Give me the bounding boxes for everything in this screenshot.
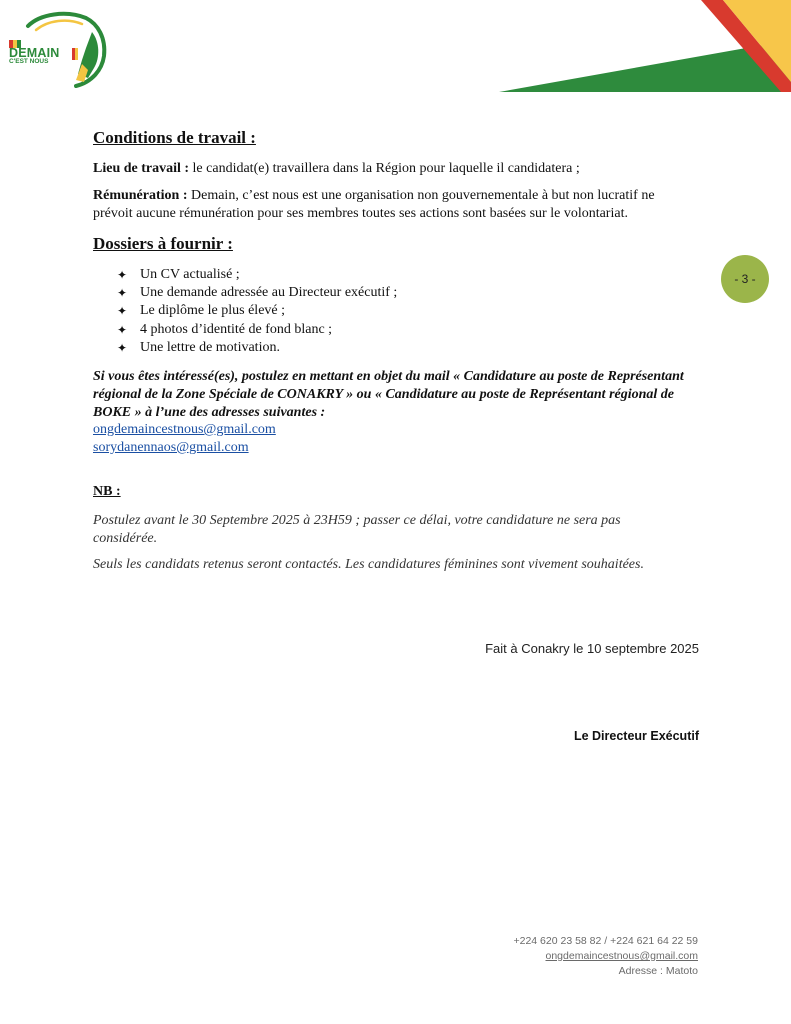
footer-address: Adresse : Matoto: [618, 965, 698, 977]
application-line1: Si vous êtes intéressé(es), postulez en mettant en objet du mail « Candidature au poste de Représentant: [93, 369, 684, 384]
list-item: ✦ Un CV actualisé ;: [140, 266, 540, 284]
star-bullet-icon: ✦: [117, 304, 128, 319]
email-link-sorydanennaos[interactable]: sorydanennaos@gmail.com: [93, 440, 249, 455]
application-line2: régional de la Zone Spéciale de CONAKRY » ou « Candidature au poste de Représentant régional de: [93, 387, 675, 402]
list-item: ✦ 4 photos d’identité de fond blanc ;: [140, 321, 540, 339]
footer-email-link[interactable]: ongdemaincestnous@gmail.com: [545, 950, 698, 962]
lieu-text: le candidat(e) travaillera dans la Région pour laquelle il candidatera ;: [189, 161, 580, 176]
dossiers-list: [117, 266, 540, 357]
place-and-date: Fait à Conakry le 10 septembre 2025: [485, 641, 699, 656]
header-corner-decoration: [491, 0, 791, 92]
signatory-title: Le Directeur Exécutif: [573, 729, 699, 743]
star-bullet-icon: ✦: [117, 268, 128, 282]
star-bullet-icon: ✦: [117, 340, 128, 355]
section-title-dossiers: Dossiers à fournir :: [93, 234, 233, 253]
list-item: ✦ Le diplôme le plus élevé ;: [140, 302, 540, 320]
footer-phones: +224 620 23 58 82 / +224 621 64 22 59: [513, 935, 698, 947]
nb-selection-note: Seuls les candidats retenus seront contactés. Les candidatures féminines sont vivement souhaitées.: [93, 557, 644, 572]
nb-line2: considérée.: [93, 531, 158, 546]
list-item: ✦ Une lettre de motivation.: [140, 339, 540, 357]
lieu-label: Lieu de travail :: [93, 161, 190, 176]
remuneration-label: Rémunération :: [93, 188, 188, 203]
application-instructions: [93, 368, 733, 422]
logo-text-demain: DEMAIN: [9, 46, 60, 60]
application-line3: BOKE » à l’une des adresses suivantes :: [93, 405, 326, 420]
list-item: ✦ Une demande adressée au Directeur exécutif ;: [140, 284, 540, 302]
star-bullet-icon: ✦: [117, 322, 128, 337]
nb-line1: Postulez avant le 30 Septembre 2025 à 23H59 ; passer ce délai, votre candidature ne sera pas: [93, 513, 621, 528]
remuneration-line2: prévoit aucune rémunération pour ses membres toutes ses actions sont basées sur le volontariat.: [93, 206, 628, 221]
star-bullet-icon: ✦: [117, 286, 128, 301]
nb-deadline: [93, 512, 733, 548]
remuneration: [93, 187, 733, 223]
section-title-conditions: Conditions de travail :: [93, 128, 256, 147]
nb-title: NB :: [93, 484, 121, 499]
remuneration-text-1: Demain, c’est nous est une organisation non gouvernementale à but non lucratif ne: [187, 188, 655, 203]
remuneration-line1: [93, 187, 733, 205]
email-link-ongdemain[interactable]: ongdemaincestnous@gmail.com: [93, 422, 276, 437]
email-list: [93, 421, 276, 457]
lieu-de-travail: [93, 160, 713, 178]
logo-text-cest-nous: C'EST NOUS: [9, 58, 49, 65]
page-number-badge: - 3 -: [721, 255, 769, 303]
